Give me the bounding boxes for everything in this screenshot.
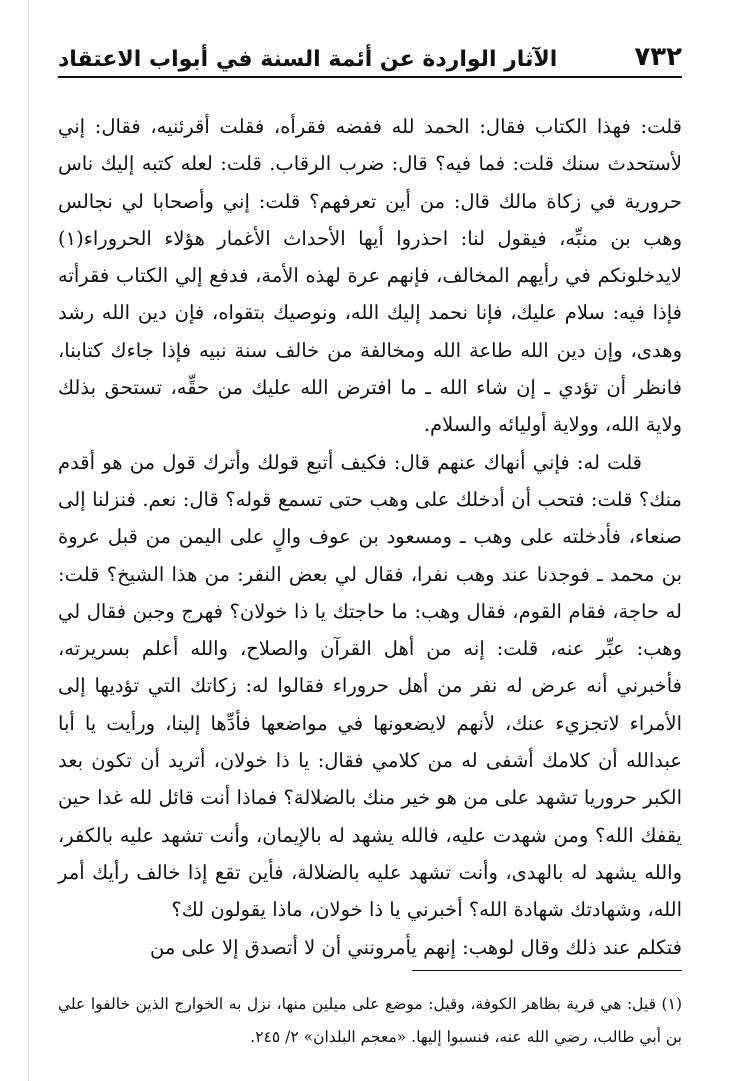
paragraph: فتكلم عند ذلك وقال لوهب: إنهم يأمرونني أن لا أتصدق إلا على من <box>150 935 682 959</box>
page-header <box>58 26 682 78</box>
paragraph: قلت: فهذا الكتاب فقال: الحمد لله ففضه فقرأه، فقلت أقرئنيه، فقال: إني لأستحدث سنك قلت: فما فيه؟ قال: ضرب الرقاب. قلت: لعله كتبه إليك ناس حرورية في زكاة مالك قال: من أين تعرفهم؟ قلت: إني وأصحابا لي نجالس وهب بن منبِّه، فيقول لنا: احذروا أيها الأحداث الأغمار هؤلاء الحروراء(١) لايدخلونكم في رأيهم المخالف، فإنهم عرة لهذه الأمة، فدفع إلي الكتاب فقرأته فإذا فيه: سلام عليك، فإنا نحمد إليك الله، ونوصيك بتقواه، فإن دين الله رشد وهدى، وإن دين الله طاعة الله ومخالفة من خالف سنة نبيه فإذا جاءك كتابنا، فانظر أن تؤدي ـ إن شاء الله ـ ما افترض الله عليك من حقِّه، تستحق بذلك ولاية الله، وولاية أوليائه والسلام. <box>58 115 682 437</box>
page-number: ٧٣٢ <box>634 42 682 72</box>
scan-fold-line <box>28 0 29 1081</box>
footnote <box>58 988 682 1054</box>
paragraph: قلت له: فإني أنهاك عنهم قال: فكيف أتبع قولك وأترك قول من هو أقدم منك؟ قلت: فتحب أن أدخلك على وهب حتى تسمع قوله؟ قال: نعم. فنزلنا إلى صنعاء، فأدخلته على وهب ـ ومسعود بن عوف والٍ على اليمن من قبل عروة بن محمد ـ فوجدنا عند وهب نفرا، فقال لي بعض النفر: من هذا الشيخ؟ قلت: له حاجة، فقام القوم، فقال وهب: ما حاجتك يا ذا خولان؟ فهرج وجبن فقال لي وهب: عبِّر عنه، قلت: إنه من أهل القرآن والصلاح، والله أعلم بسريرته، فأخبرني أنه عرض له نفر من أهل حروراء فقالوا له: زكاتك التي تؤديها إلى الأمراء لاتجزيء عنك، لأنهم لايضعونها في مواضعها فأدِّها إلينا، ورأيت يا أبا عبدالله أن كلامك أشفى له من كلامي فقال: يا ذا خولان، أتريد أن تكون بعد الكبر حروريا تشهد على من هو خير منك بالضلالة؟ فماذا أنت قائل لله غدا حين يقفك الله؟ ومن شهدت عليه، فالله يشهد له بالإيمان، وأنت تشهد عليه بالكفر، والله يشهد له بالهدى، وأنت تشهد عليه بالضلالة، فأين تقع إذا خالف رأيك أمر الله، وشهادتك شهادة الله؟ أخبرني يا ذا خولان، ماذا يقولون لك؟ <box>58 450 682 922</box>
main-text <box>58 108 682 966</box>
footnote-text: (١) قيل: هي قرية بظاهر الكوفة، وقيل: موضع على ميلين منها، نزل به الخوارج الذين خالفوا علي بن أبي طالب، رضي الله عنه، فنسبوا إليها. «معجم البلدان» ٢/ ٢٤٥. <box>58 995 682 1046</box>
running-title: الآثار الواردة عن أئمة السنة في أبواب الاعتقاد <box>58 47 558 72</box>
footnote-separator <box>412 970 682 971</box>
